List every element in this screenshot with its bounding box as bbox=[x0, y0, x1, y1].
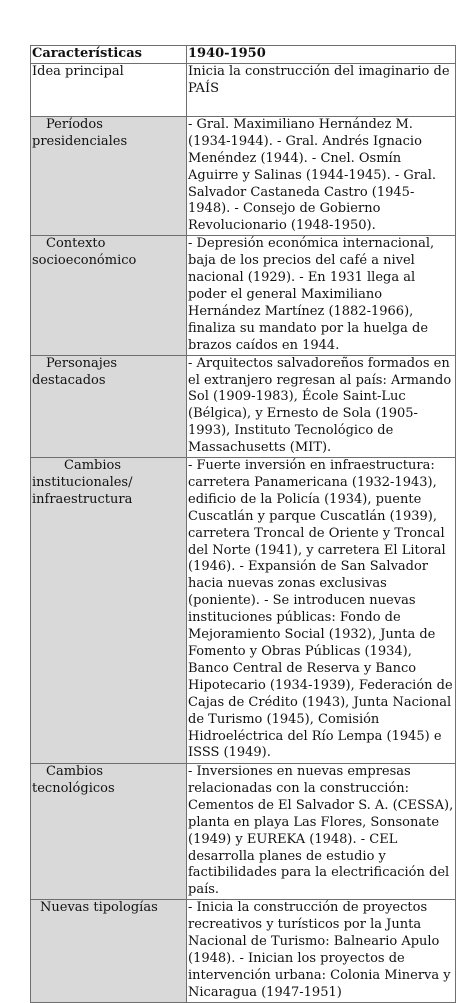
row-label-cell bbox=[31, 764, 187, 900]
row-content-cell: - Gral. Maximiliano Hernández M. (1934-1944). - Gral. Andrés Ignacio Menéndez (1944). - Cnel. Osmín Aguirre y Salinas (1944-1945). - Gral. Salvador Castaneda Castro (1945-1948). - Consejo de Gobierno Revolucionario (1948-1950). bbox=[187, 116, 456, 235]
row-label-rest: tecnológicos bbox=[32, 780, 115, 796]
table-row bbox=[31, 63, 456, 116]
row-label-rest: institucionales/ infraestructura bbox=[32, 474, 133, 507]
row-content-cell: - Fuerte inversión en infraestructura: carretera Panamericana (1932-1943), edificio de la Policía (1934), puente Cuscatlán y parque Cuscatlán (1939), carretera Troncal de Oriente y Troncal del Norte (1941), y carretera El Litoral (1946). - Expansión de San Salvador hacia nuevas zonas exclusivas (poniente). - Se introducen nuevas instituciones públicas: Fondo de Mejoramiento Social (1932), Junta de Fomento y Obras Públicas (1934), Banco Central de Reserva y Banco Hipotecario (1934-1939), Federación de Cajas de Crédito (1943), Junta Nacional de Turismo (1945), Comisión Hidroeléctrica del Río Lempa (1945) e ISSS (1949). bbox=[187, 458, 456, 764]
table-header-row bbox=[31, 46, 456, 64]
row-label-cell bbox=[31, 900, 187, 1002]
row-content-cell: Inicia la construcción del imaginario de PAÍS bbox=[187, 63, 456, 116]
table-row bbox=[31, 764, 456, 900]
row-label-rest: presidenciales bbox=[32, 133, 128, 149]
row-label-line1: Períodos bbox=[46, 116, 103, 132]
row-label-line1: Cambios bbox=[46, 764, 104, 780]
row-label-line1: Contexto bbox=[46, 236, 106, 252]
table-row bbox=[31, 458, 456, 764]
header-cell-period: 1940-1950 bbox=[187, 46, 456, 64]
row-label: Idea principal bbox=[32, 63, 124, 79]
table-row bbox=[31, 355, 456, 457]
row-content-cell: - Inversiones en nuevas empresas relacionadas con la construcción: Cementos de El Salvador S. A. (CESSA), planta en playa Las Flores, Sonsonate (1949) y EUREKA (1948). - CEL desarrolla planes de estudio y factibilidades para la electrificación del país. bbox=[187, 764, 456, 900]
row-label-line1: Cambios bbox=[64, 458, 122, 474]
row-label-cell bbox=[31, 458, 187, 764]
row-label-rest: socioeconómico bbox=[32, 253, 137, 269]
table-row bbox=[31, 236, 456, 355]
row-label-line1: Nuevas tipologías bbox=[40, 900, 158, 916]
row-label-cell bbox=[31, 236, 187, 355]
row-label-cell bbox=[31, 355, 187, 457]
row-label-line1: Personajes bbox=[46, 355, 118, 371]
row-label-cell bbox=[31, 116, 187, 235]
row-label-cell bbox=[31, 63, 187, 116]
row-content-cell: - Inicia la construcción de proyectos recreativos y turísticos por la Junta Nacional de Turismo: Balneario Apulo (1948). - Inician los proyectos de intervención urbana: Colonia Minerva y Nicaragua (1947-1951) bbox=[187, 900, 456, 1002]
row-content-cell: - Depresión económica internacional, baja de los precios del café a nivel nacional (1929). - En 1931 llega al poder el general Maximiliano Hernández Martínez (1882-1966), finaliza su mandato por la huelga de brazos caídos en 1944. bbox=[187, 236, 456, 355]
header-cell-characteristics: Características bbox=[31, 46, 187, 64]
row-label-rest: destacados bbox=[32, 372, 106, 388]
characteristics-table bbox=[30, 45, 456, 1003]
table-row bbox=[31, 116, 456, 235]
row-content-cell: - Arquitectos salvadoreños formados en el extranjero regresan al país: Armando Sol (1909-1983), École Saint-Luc (Bélgica), y Ernesto de Sola (1905-1993), Instituto Tecnológico de Massachusetts (MIT). bbox=[187, 355, 456, 457]
table-row bbox=[31, 900, 456, 1002]
